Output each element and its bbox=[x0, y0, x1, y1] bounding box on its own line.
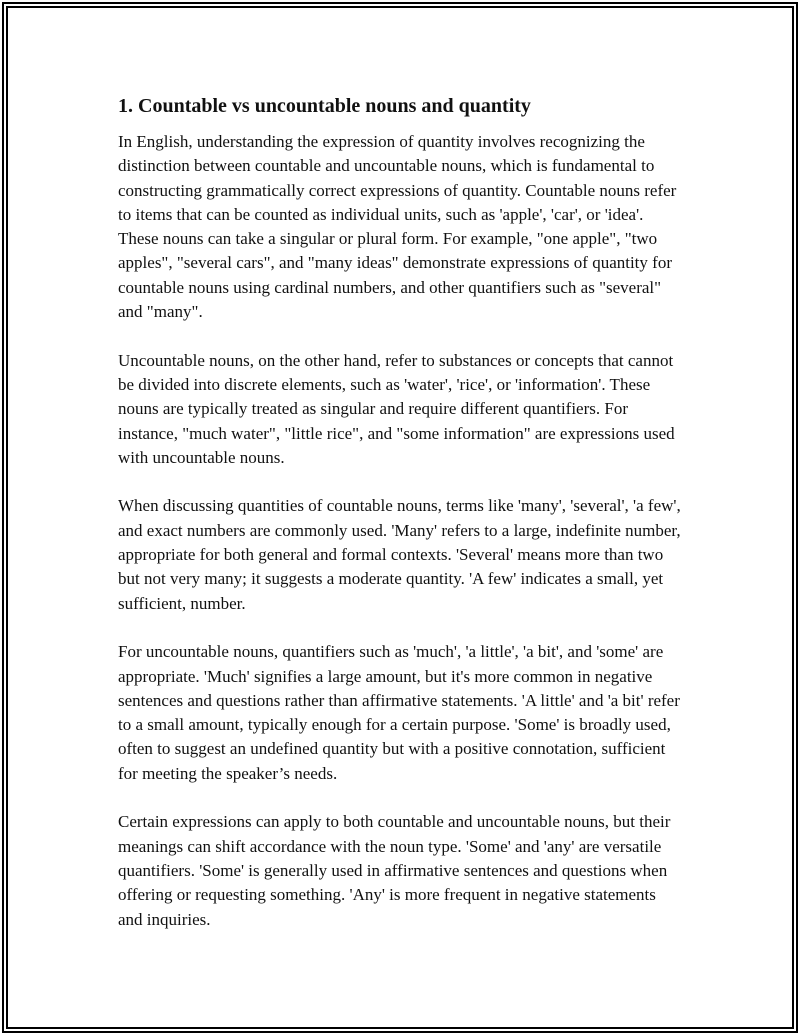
paragraph-countable-quantifiers: When discussing quantities of countable nouns, terms like 'many', 'several', 'a few', and exact numbers are commonly used. 'Many' refers to a large, indefinite number, appropriate for both general and formal contexts. 'Several' means more than two but not very many; it suggests a moderate quantity. 'A few' indicates a small, yet sufficient, number. bbox=[118, 496, 681, 613]
paragraph-uncountable-nouns: Uncountable nouns, on the other hand, refer to substances or concepts that cannot be divided into discrete elements, such as 'water', 'rice', or 'information'. These nouns are typically treated as singular and require different quantifiers. For instance, "much water", "little rice", and "some information" are expressions used with uncountable nouns. bbox=[118, 350, 675, 467]
section-heading: 1. Countable vs uncountable nouns and quantity bbox=[118, 95, 531, 117]
paragraph-uncountable-quantifiers: For uncountable nouns, quantifiers such as 'much', 'a little', 'a bit', and 'some' are appropriate. 'Much' signifies a large amount, but it's more common in negative sentences and questions rather than affirmative statements. 'A little' and 'a bit' refer to a small amount, typically enough for a certain purpose. 'Some' is broadly used, often to suggest an undefined quantity but with a positive connotation, sufficient for meeting the speaker’s needs. bbox=[118, 642, 680, 783]
document-body bbox=[118, 92, 684, 956]
paragraph-countable-nouns: In English, understanding the expression of quantity involves recognizing the distinction between countable and uncountable nouns, which is fundamental to constructing grammatically correct expressions of quantity. Countable nouns refer to items that can be counted as individual units, such as 'apple', 'car', or 'idea'. These nouns can take a singular or plural form. For example, "one apple", "two apples", "several cars", and "many ideas" demonstrate expressions of quantity for countable nouns using cardinal numbers, and other quantifiers such as "several" and "many". bbox=[118, 132, 677, 322]
paragraph-shared-quantifiers: Certain expressions can apply to both countable and uncountable nouns, but their meanings can shift accordance with the noun type. 'Some' and 'any' are versatile quantifiers. 'Some' is generally used in affirmative sentences and questions when offering or requesting something. 'Any' is more frequent in negative statements and inquiries. bbox=[118, 812, 671, 929]
